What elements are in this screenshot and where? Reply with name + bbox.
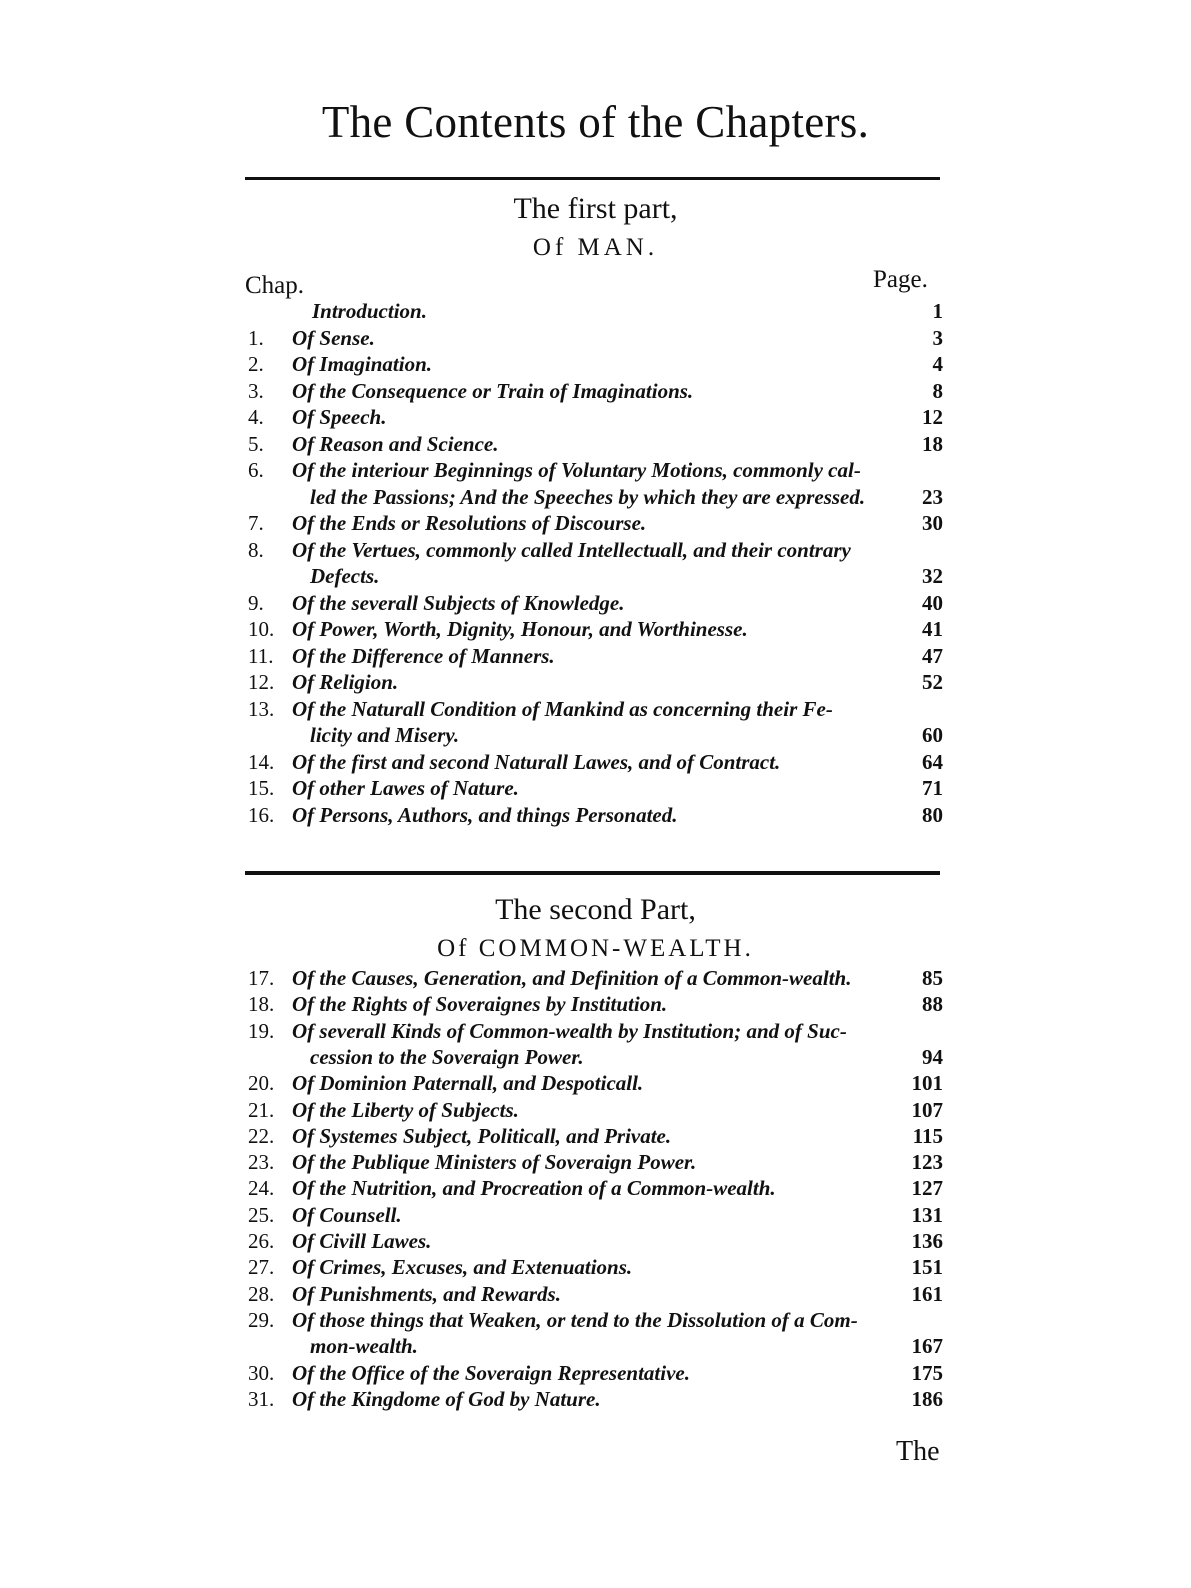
chapter-number: 3. [248, 378, 264, 403]
toc-row [248, 1097, 943, 1124]
page-number: 123 [911, 1150, 943, 1175]
page-number: 30 [922, 511, 943, 535]
page-number: 60 [922, 723, 943, 747]
chapter-number: 18. [248, 992, 275, 1017]
chapter-title: Of the Publique Ministers of Soveraign Power. [292, 1150, 697, 1175]
part-divider-rule [245, 871, 940, 875]
page-title: The Contents of the Chapters. [321, 97, 870, 147]
chapter-title: Of Religion. [292, 670, 399, 694]
page-number: 1 [932, 299, 943, 323]
chapter-number: 9. [248, 590, 264, 615]
chapter-title: Of the Vertues, commonly called Intellectuall, and their contrary [292, 537, 851, 562]
toc-row [248, 1149, 943, 1176]
page-number: 52 [922, 670, 943, 694]
toc-row [248, 1254, 943, 1281]
toc-row [248, 802, 943, 829]
page-number: 71 [922, 776, 943, 800]
page-number: 12 [922, 405, 943, 429]
chapter-number: 21. [248, 1097, 275, 1122]
page-number: 80 [922, 802, 943, 827]
page-number: 40 [922, 590, 943, 615]
toc-row [248, 378, 943, 405]
top-rule [245, 177, 940, 180]
chapter-number: 22. [248, 1123, 275, 1148]
part1-subheading: Of MAN. [532, 234, 659, 261]
chapter-number: 27. [248, 1255, 275, 1280]
part2-subheading: Of COMMON-WEALTH. [437, 935, 754, 962]
toc-row [248, 590, 943, 617]
toc-row [248, 616, 943, 643]
chapter-title: Of Sense. [292, 325, 375, 350]
toc-row [248, 563, 943, 590]
chapter-title: Of Counsell. [292, 1202, 402, 1227]
page-number: 107 [911, 1097, 943, 1122]
chapter-number: 25. [248, 1202, 275, 1227]
chapter-title: mon-wealth. [310, 1334, 418, 1359]
chapter-title: Of the first and second Naturall Lawes, and of Contract. [292, 749, 781, 774]
chapter-title: Of the Nutrition, and Procreation of a Common-wealth. [292, 1176, 776, 1201]
toc-row [248, 1228, 943, 1255]
chapter-number: 14. [248, 749, 275, 774]
chapter-number: 20. [248, 1071, 275, 1096]
chapter-title: Of the severall Subjects of Knowledge. [292, 590, 625, 615]
chapter-title: Of Systemes Subject, Politicall, and Private. [292, 1123, 672, 1148]
part2-heading: The second Part, [495, 893, 696, 926]
chapter-number: 6. [248, 458, 264, 482]
toc-row [248, 404, 943, 431]
page-number: 101 [911, 1071, 943, 1096]
toc-row [248, 298, 943, 325]
part1-heading: The first part, [513, 192, 678, 225]
chapter-number: 2. [248, 352, 264, 376]
toc-row [248, 351, 943, 378]
chapter-title: Defects. [310, 564, 380, 588]
chapter-title: Of the Rights of Soveraignes by Institution. [292, 992, 668, 1017]
chapter-title: Of Persons, Authors, and things Personated. [292, 802, 678, 827]
chapter-title: Of Imagination. [292, 352, 433, 376]
chapter-number: 28. [248, 1281, 275, 1306]
chap-column-header: Chap. [245, 272, 305, 299]
chapter-number: 12. [248, 670, 275, 694]
chapter-title: Of the Consequence or Train of Imaginations. [292, 378, 694, 403]
toc-row [248, 965, 943, 992]
chapter-number: 29. [248, 1307, 275, 1332]
page-number: 88 [922, 992, 943, 1017]
toc-row [248, 1018, 943, 1045]
page-number: 127 [911, 1176, 943, 1201]
chapter-title: Of Reason and Science. [292, 431, 499, 456]
chapter-number: 8. [248, 537, 264, 562]
toc-row [248, 1386, 943, 1413]
chapter-title: Of the Naturall Condition of Mankind as concerning their Fe- [292, 696, 833, 721]
chapter-title: Introduction. [312, 299, 427, 323]
toc-row [248, 991, 943, 1018]
toc-row [248, 1044, 943, 1071]
chapter-number: 13. [248, 696, 275, 721]
chapter-number: 11. [248, 643, 274, 668]
toc-row [248, 643, 943, 670]
page-number: 47 [922, 643, 943, 668]
page-number: 4 [932, 352, 943, 376]
toc-row [248, 537, 943, 564]
toc-row [248, 1175, 943, 1202]
chapter-title: licity and Misery. [310, 723, 460, 747]
toc-row [248, 775, 943, 802]
chapter-title: cession to the Soveraign Power. [310, 1044, 584, 1069]
chapter-number: 31. [248, 1386, 275, 1411]
chapter-title: Of those things that Weaken, or tend to the Dissolution of a Com- [292, 1307, 858, 1332]
toc-row [248, 510, 943, 537]
chapter-number: 10. [248, 617, 275, 641]
page-number: 94 [922, 1044, 943, 1069]
page-number: 41 [922, 617, 943, 641]
chapter-title: Of Speech. [292, 405, 387, 429]
chapter-number: 19. [248, 1018, 275, 1043]
toc-row [248, 1360, 943, 1387]
toc-row [248, 431, 943, 458]
page-number: 161 [911, 1281, 943, 1306]
chapter-number: 17. [248, 966, 275, 990]
toc-row [248, 1123, 943, 1150]
page-number: 18 [922, 431, 943, 456]
chapter-number: 24. [248, 1176, 275, 1201]
chapter-title: Of severall Kinds of Common-wealth by Institution; and of Suc- [292, 1018, 847, 1043]
toc-row [248, 1307, 943, 1334]
page-number: 175 [911, 1360, 943, 1385]
page-number: 3 [932, 325, 943, 350]
chapter-title: Of the Difference of Manners. [292, 643, 555, 668]
toc-row [248, 1333, 943, 1360]
page-number: 131 [911, 1202, 943, 1227]
page-number: 85 [922, 966, 943, 990]
page-number: 186 [911, 1386, 943, 1411]
toc-row [248, 696, 943, 723]
toc-row [248, 722, 943, 749]
chapter-title: Of the Kingdome of God by Nature. [292, 1386, 601, 1411]
toc-row [248, 669, 943, 696]
page-number: 136 [911, 1229, 943, 1253]
toc-row [248, 1202, 943, 1229]
chapter-title: Of Dominion Paternall, and Despoticall. [292, 1071, 644, 1096]
chapter-number: 16. [248, 802, 275, 827]
catchword: The [896, 1436, 940, 1467]
page-number: 115 [912, 1123, 943, 1148]
page-column-header: Page. [873, 266, 928, 293]
toc-row [248, 1281, 943, 1308]
page-number: 8 [932, 378, 943, 403]
chapter-title: Of the Office of the Soveraign Representative. [292, 1360, 690, 1385]
page-number: 64 [922, 749, 943, 774]
page-number: 151 [911, 1255, 943, 1280]
chapter-title: Of Punishments, and Rewards. [292, 1281, 561, 1306]
page-number: 23 [922, 484, 943, 509]
toc-row [248, 484, 943, 511]
chapter-number: 4. [248, 405, 264, 429]
page-number: 32 [922, 564, 943, 588]
toc-row [248, 1070, 943, 1097]
chapter-title: Of the Causes, Generation, and Definition of a Common-wealth. [292, 966, 852, 990]
chapter-title: Of the Liberty of Subjects. [292, 1097, 519, 1122]
chapter-title: Of the Ends or Resolutions of Discourse. [292, 511, 647, 535]
chapter-number: 7. [248, 511, 264, 535]
chapter-number: 23. [248, 1150, 275, 1175]
toc-row [248, 457, 943, 484]
chapter-title: Of Crimes, Excuses, and Extenuations. [292, 1255, 633, 1280]
toc-row [248, 749, 943, 776]
chapter-title: Of other Lawes of Nature. [292, 776, 519, 800]
chapter-number: 5. [248, 431, 264, 456]
chapter-number: 1. [248, 325, 264, 350]
chapter-number: 30. [248, 1360, 275, 1385]
chapter-title: Of the interiour Beginnings of Voluntary Motions, commonly cal- [292, 458, 861, 482]
toc-row [248, 325, 943, 352]
chapter-number: 15. [248, 776, 275, 800]
chapter-title: Of Power, Worth, Dignity, Honour, and Worthinesse. [292, 617, 748, 641]
page-number: 167 [911, 1334, 943, 1359]
chapter-number: 26. [248, 1229, 275, 1253]
chapter-title: led the Passions; And the Speeches by which they are expressed. [310, 484, 866, 509]
chapter-title: Of Civill Lawes. [292, 1229, 432, 1253]
